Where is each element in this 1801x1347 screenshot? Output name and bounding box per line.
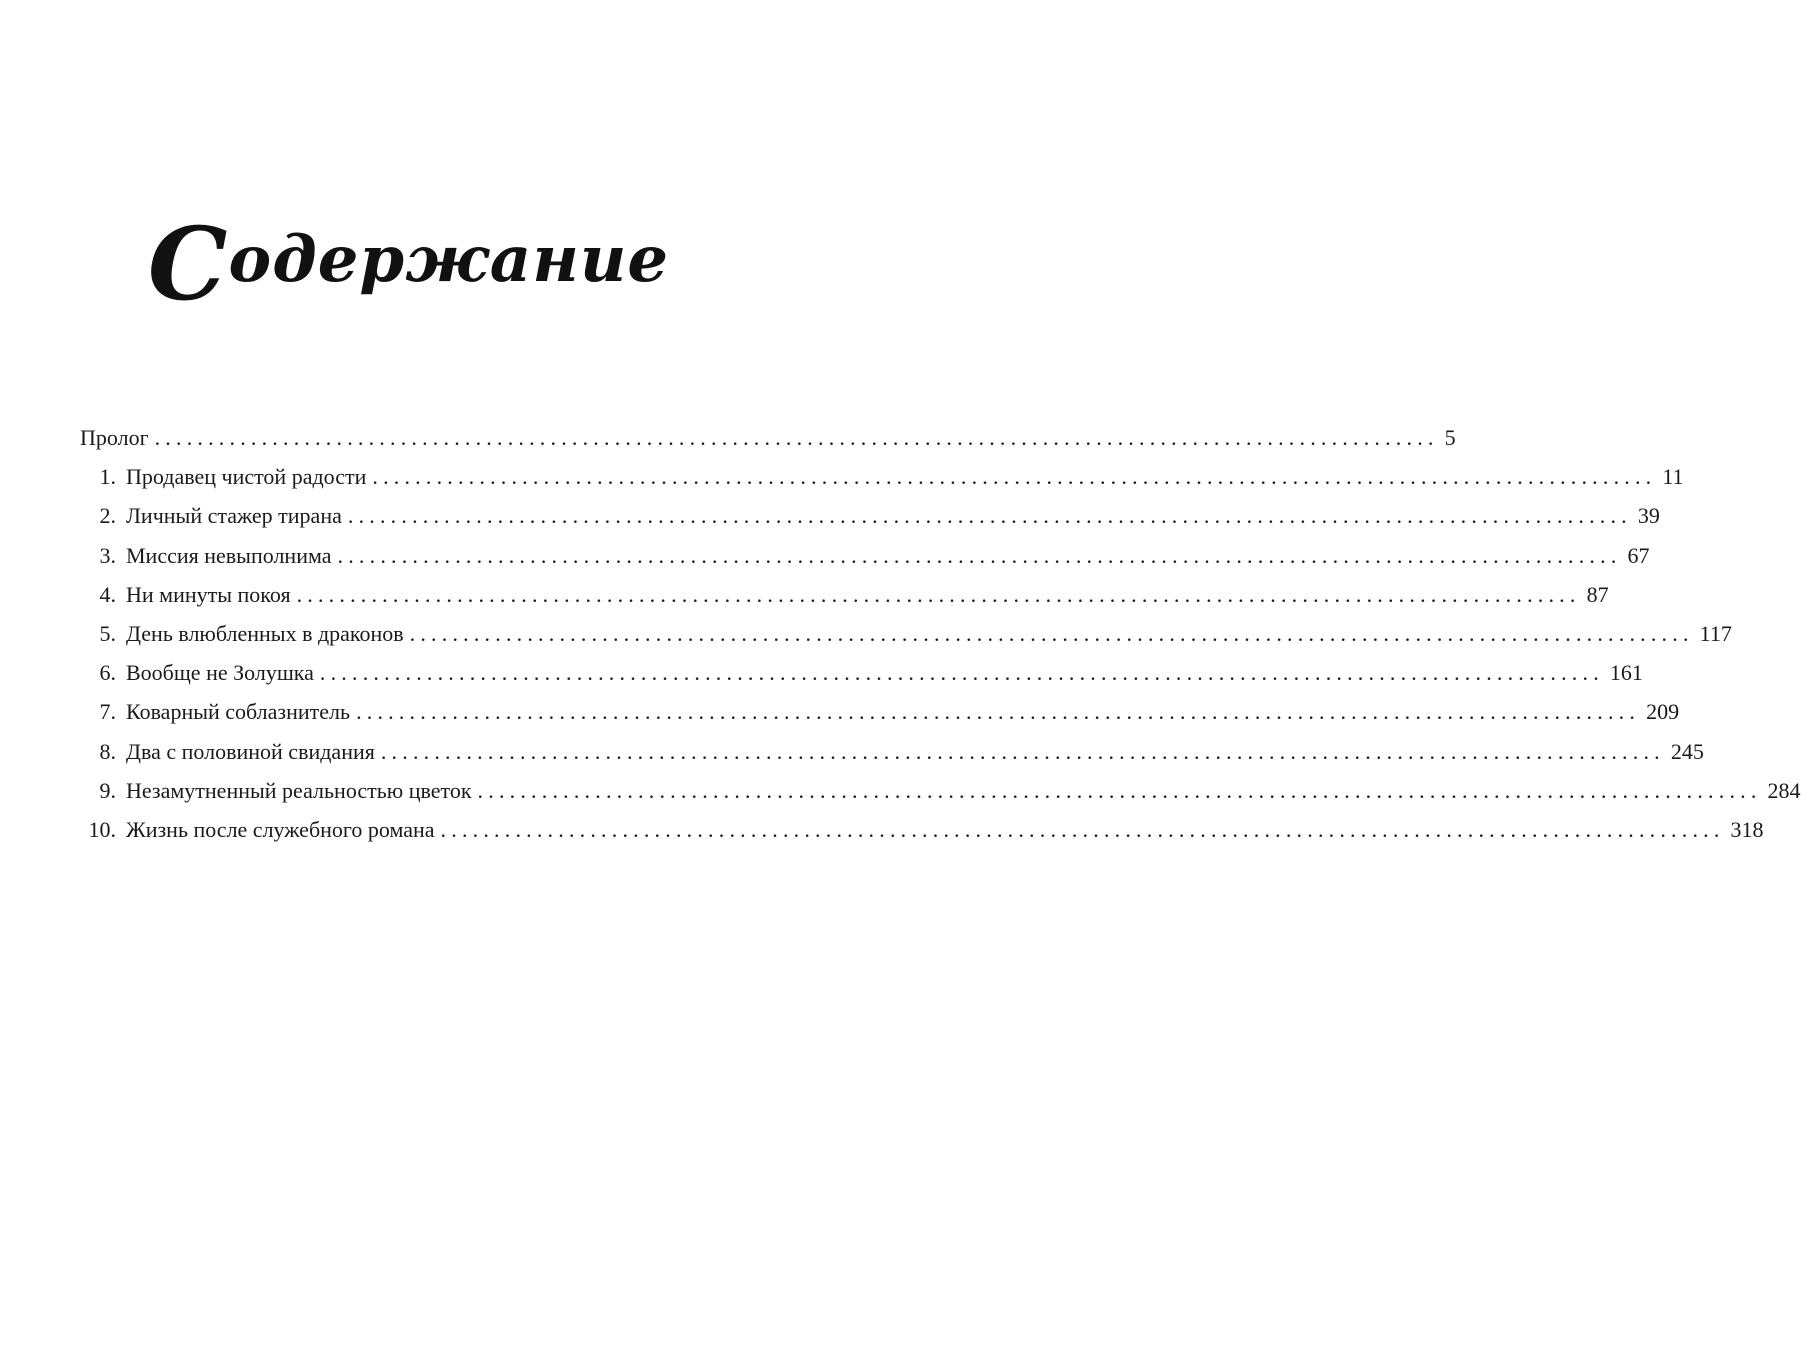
toc-entry[interactable] (80, 692, 1680, 731)
dot-leader: ........................................................................................................................ (409, 620, 1694, 646)
chapter-number: 8. (99, 738, 116, 764)
toc-entry-label: Пролог (80, 425, 149, 450)
chapter-number: 5. (99, 620, 116, 646)
toc-entry[interactable] (80, 575, 1609, 614)
toc-entry-page: 209 (1646, 699, 1680, 725)
chapter-number: 4. (99, 581, 116, 607)
toc-entry-page: 245 (1670, 738, 1704, 764)
toc-entry[interactable] (80, 810, 1764, 849)
toc-entry-page: 39 (1637, 503, 1660, 529)
toc-entry-page: 67 (1627, 542, 1650, 568)
toc-entry-label: Два с половиной свидания (126, 738, 375, 764)
toc-entry-label: Вообще не Золушка (126, 660, 314, 686)
dot-leader: ........................................................................................................................ (296, 581, 1581, 607)
dot-leader: ........................................................................................................................ (319, 660, 1604, 686)
toc-entry-page: 87 (1586, 581, 1609, 607)
toc-entry-label: Коварный соблазнитель (126, 699, 351, 725)
toc-entry[interactable] (80, 614, 1732, 653)
dot-leader: ........................................................................................................................ (380, 738, 1665, 764)
chapter-number: 3. (99, 542, 116, 568)
dot-leader: ........................................................................................................................ (154, 425, 1439, 450)
toc-entry-page: 5 (1444, 425, 1456, 450)
toc-entry-label: Личный стажер тирана (126, 503, 342, 529)
page-title (0, 205, 817, 323)
toc-entry-page: 161 (1609, 660, 1643, 686)
chapter-number: 2. (99, 503, 116, 529)
toc-entry-prologue[interactable] (80, 418, 1456, 457)
toc-entry[interactable] (80, 457, 1684, 496)
chapter-number: 6. (99, 660, 116, 686)
toc-entry-label: Незамутненный реальностью цветок (126, 777, 472, 803)
toc-entry-label: Продавец чистой радости (126, 464, 367, 490)
chapter-number: 9. (99, 777, 116, 803)
toc-entry[interactable] (80, 653, 1643, 692)
table-of-contents (80, 418, 1801, 849)
toc-entry-page: 318 (1730, 816, 1764, 842)
toc-entry-label: Ни минуты покоя (126, 581, 291, 607)
dot-leader: ........................................................................................................................ (356, 699, 1641, 725)
toc-entry-label: День влюбленных в драконов (126, 620, 404, 646)
dot-leader: ........................................................................................................................ (337, 542, 1622, 568)
dot-leader: ........................................................................................................................ (477, 777, 1762, 803)
toc-entry-page: 284 (1767, 777, 1801, 803)
dot-leader: ........................................................................................................................ (372, 464, 1657, 490)
toc-entry-label: Жизнь после служебного романа (126, 816, 435, 842)
chapter-number: 7. (99, 699, 116, 725)
toc-entry[interactable] (80, 536, 1650, 575)
title-initial: С (147, 205, 229, 323)
title-rest: одержание (228, 222, 670, 297)
toc-entry[interactable] (80, 496, 1660, 535)
dot-leader: ........................................................................................................................ (440, 816, 1725, 842)
dot-leader: ........................................................................................................................ (347, 503, 1632, 529)
toc-entry-page: 11 (1662, 464, 1684, 490)
toc-entry-label: Миссия невыполнима (126, 542, 332, 568)
chapter-number: 1. (99, 464, 116, 490)
toc-entry-page: 117 (1699, 620, 1732, 646)
toc-entry[interactable] (80, 771, 1801, 810)
toc-entry[interactable] (80, 732, 1704, 771)
chapter-number: 10. (88, 816, 116, 842)
